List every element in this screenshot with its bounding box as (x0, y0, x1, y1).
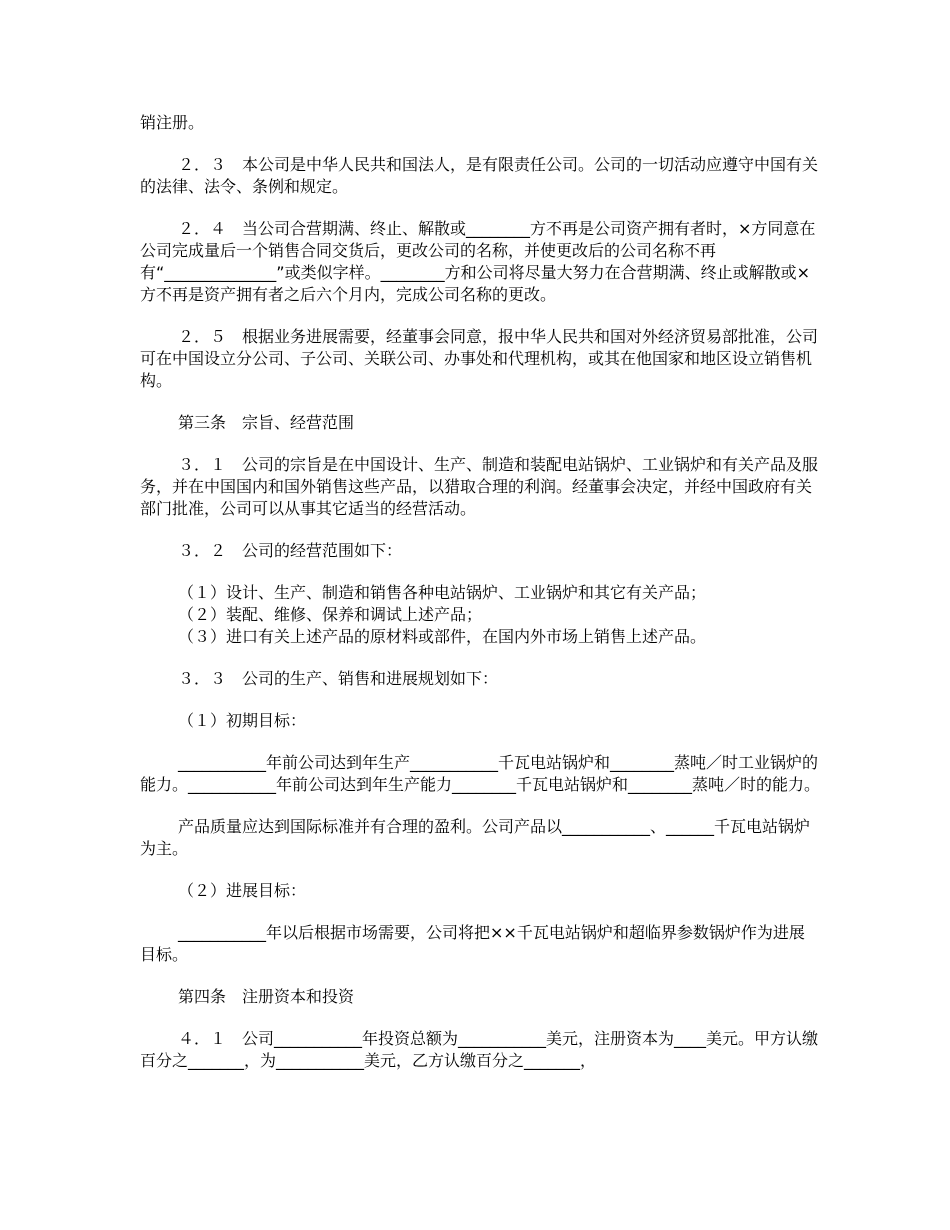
article-4-heading: 第四条 注册资本和投资 (178, 987, 355, 1006)
scope-item-1: （１）设计、生产、制造和销售各种电站锅炉、工业锅炉和其它有关产品； (178, 583, 707, 602)
initial-goal-heading: （１）初期目标： (178, 711, 307, 730)
clause-3-3: ３．３ 公司的生产、销售和进展规划如下： (178, 669, 499, 688)
development-goal-text: ___________年以后根据市场需要，公司将把××千瓦电站锅炉和超临界参数锅炉作为进展目标。 (140, 923, 805, 964)
development-goal-heading: （２）进展目标： (178, 881, 307, 900)
document-page (140, 112, 820, 1072)
paragraph-continuation: 销注册。 (140, 113, 205, 132)
scope-item-2: （２）装配、维修、保养和调试上述产品； (178, 605, 483, 624)
clause-2-4: ２．４ 当公司合营期满、终止、解散或________方不再是公司资产拥有者时，×方同意在公司完成量后一个销售合同交货后，更改公司的名称，并使更改后的公司名称不再有“______________”或类似字样。________方和公司将尽量大努力在合营期满、终止或解散或×方不再是资产拥有者之后六个月内，完成公司名称的更改。 (140, 219, 816, 304)
initial-goal-quality: 产品质量应达到国际标准并有合理的盈利。公司产品以___________、______千瓦电站锅炉为主。 (140, 817, 811, 858)
clause-2-5: ２．５ 根据业务进展需要，经董事会同意，报中华人民共和国对外经济贸易部批准，公司可在中国设立分公司、子公司、关联公司、办事处和代理机构，或其在他国家和地区设立销售机构。 (140, 327, 819, 390)
article-3-heading: 第三条 宗旨、经营范围 (178, 413, 355, 432)
clause-2-3: ２．３ 本公司是中华人民共和国法人，是有限责任公司。公司的一切活动应遵守中国有关的法律、法令、条例和规定。 (140, 155, 819, 196)
initial-goal-capacity: ___________年前公司达到年生产___________千瓦电站锅炉和________蒸吨／时工业锅炉的能力。___________年前公司达到年生产能力________千瓦电站锅炉和________蒸吨／时的能力。 (140, 753, 821, 794)
clause-3-1: ３．１ 公司的宗旨是在中国设计、生产、制造和装配电站锅炉、工业锅炉和有关产品及服务，并在中国国内和国外销售这些产品，以猎取合理的利润。经董事会决定，并经中国政府有关部门批准，公司可以从事其它适当的经营活动。 (140, 455, 819, 518)
clause-3-2: ３．２ 公司的经营范围如下： (178, 541, 403, 560)
scope-item-3: （３）进口有关上述产品的原材料或部件，在国内外市场上销售上述产品。 (178, 627, 707, 646)
clause-4-1: ４．１ 公司___________年投资总额为___________美元，注册资本为____美元。甲方认缴百分之_______，为___________美元，乙方认缴百分之_______， (140, 1029, 819, 1070)
